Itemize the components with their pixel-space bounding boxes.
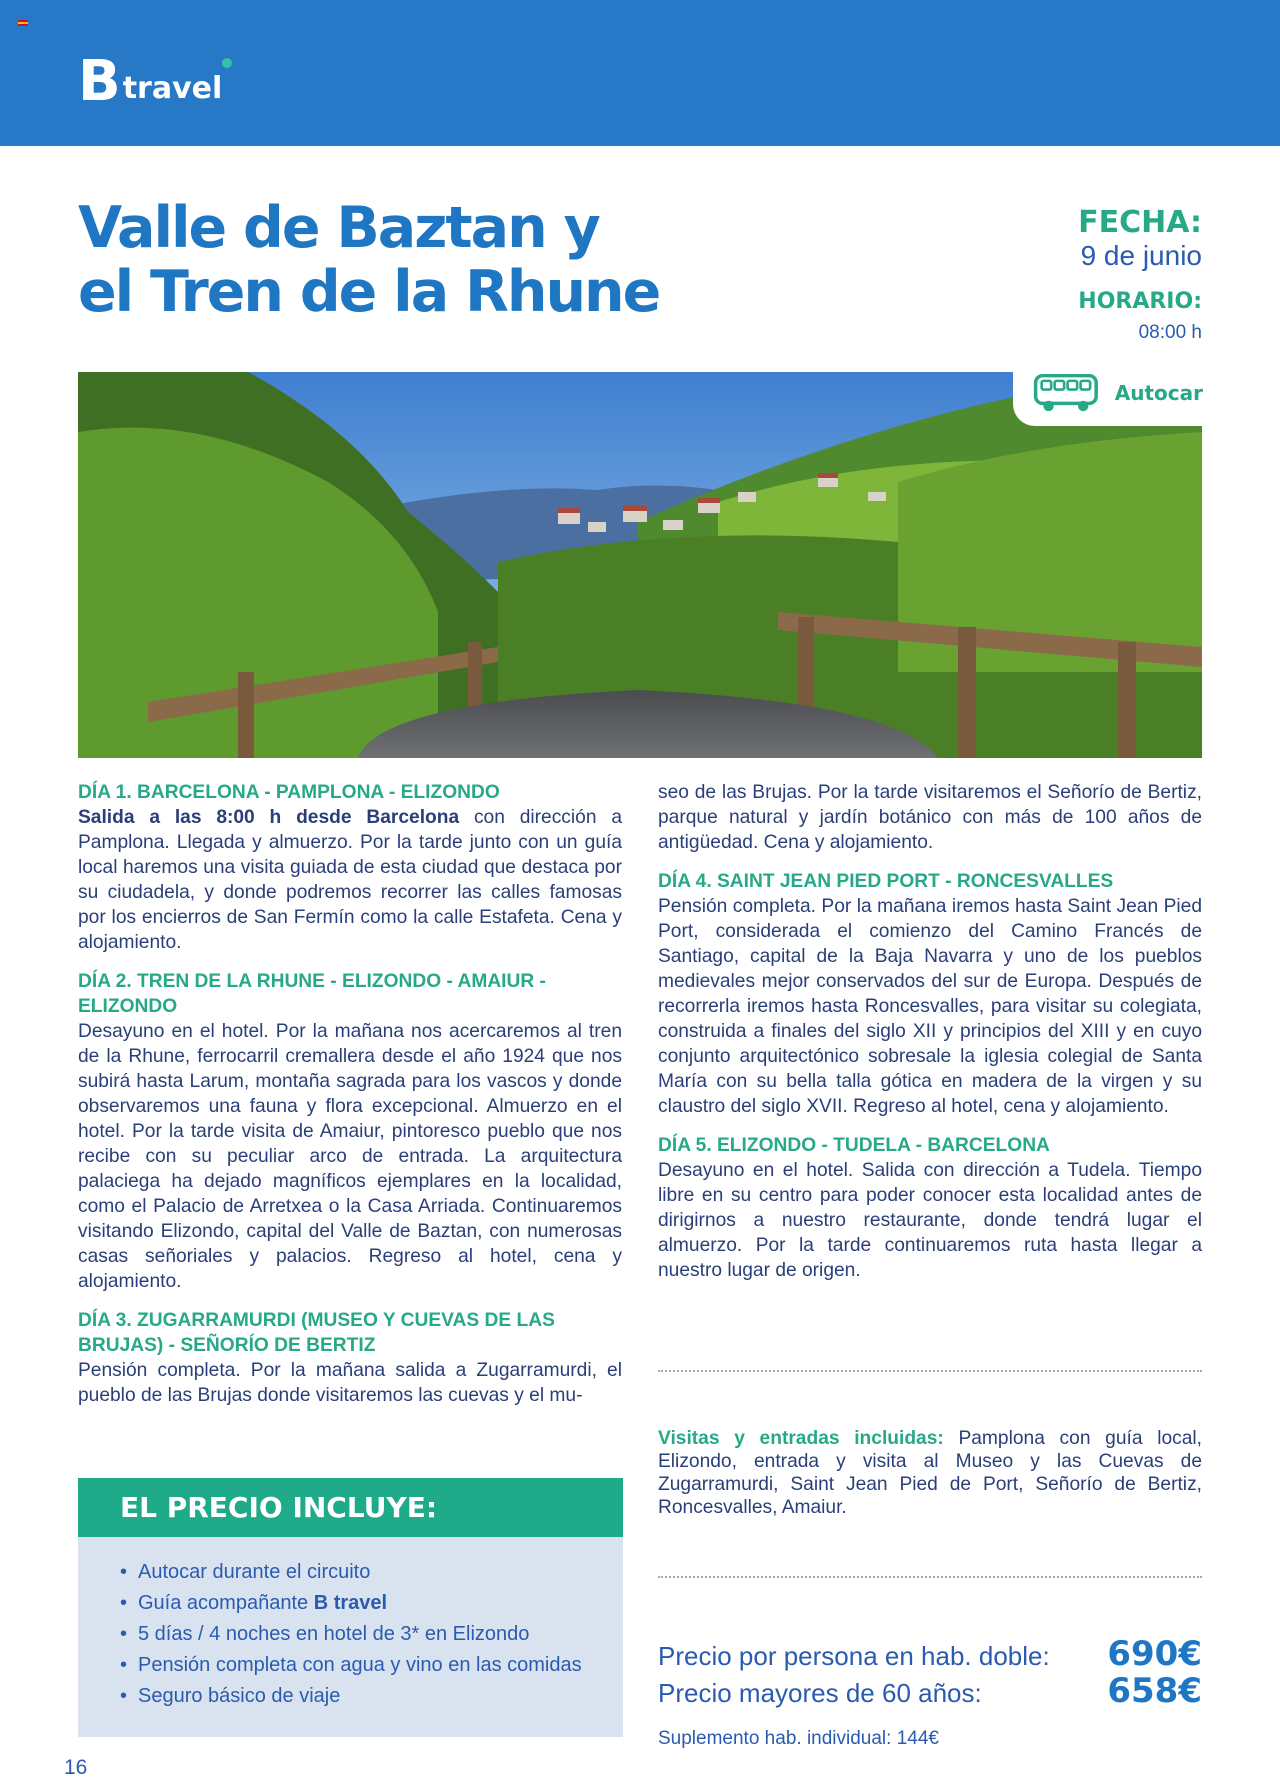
visitas-label: Visitas y entradas incluidas: <box>658 1428 944 1449</box>
day2-text: Desayuno en el hotel. Por la mañana nos acercaremos al tren de la Rhune, ferrocarril cremallera desde el año 1924 que nos subirá hasta Larum, montaña sagrada para los vascos y donde observaremos una fauna y flora excepcional. Almuerzo en el hotel. Por la tarde visita de Amaiur, pintoresco pueblo que nos recibe con su peculiar arco de entrada. La arquitectura palaciega ha dejado magníficos ejemplares en la localidad, como el Palacio de Arretxea o la Casa Arriada. Continuaremos visitando Elizondo, capital del Valle de Baztan, con numerosas casas señoriales y palacios. Regreso al hotel, cena y alojamiento. <box>78 1021 622 1292</box>
landscape-illustration <box>78 372 1202 758</box>
price-double-label: Precio por persona en hab. doble: <box>658 1641 1050 1671</box>
btravel-logo[interactable] <box>78 49 223 114</box>
day3-title: DÍA 3. ZUGARRAMURDI (MUSEO Y CUEVAS DE LAS BRUJAS) - SEÑORÍO DE BERTIZ <box>78 1310 555 1356</box>
day3-text-part1: Pensión completa. Por la mañana salida a Zugarramurdi, el pueblo de las Brujas donde visitaremos las cuevas y el mu- <box>78 1360 622 1406</box>
page-title <box>78 196 718 324</box>
incluye-item-text: Guía acompañante <box>138 1592 314 1614</box>
precio-incluye-title: EL PRECIO INCLUYE: <box>78 1478 623 1537</box>
horario-label: HORARIO: <box>1078 289 1202 314</box>
title-line-1: Valle de Baztan y <box>78 195 599 261</box>
day5-text: Desayuno en el hotel. Salida con dirección a Tudela. Tiempo libre en su centro para poder conocer esta localidad antes de dirigirnos a nuestro restaurante, donde tendrá lugar el almuerzo. Por la tarde continuaremos ruta hasta llegar a nuestro lugar de origen. <box>658 1160 1202 1281</box>
title-line-2: el Tren de la Rhune <box>78 259 660 325</box>
visitas-incluidas <box>658 1427 1202 1519</box>
day1-body: con dirección a Pamplona. Llegada y almuerzo. Por la tarde junto con un guía local haremos una visita guiada de esta ciudad que destaca por su ciudadela, y donde podremos recorrer las calles famosas por los encierros de San Fermín como la calle Estafeta. Cena y alojamiento. <box>78 807 622 953</box>
horario-value: 08:00 h <box>1138 322 1202 343</box>
bus-icon <box>1033 370 1099 416</box>
divider-top <box>658 1370 1202 1372</box>
day2-title: DÍA 2. TREN DE LA RHUNE - ELIZONDO - AMAIUR - ELIZONDO <box>78 971 546 1017</box>
incluye-item: • Seguro básico de viaje <box>120 1681 623 1712</box>
schedule-block <box>1078 206 1202 346</box>
divider-bottom <box>658 1576 1202 1578</box>
fecha-label: FECHA: <box>1078 205 1202 240</box>
logo-word: travel <box>122 71 223 106</box>
fecha-value: 9 de junio <box>1080 240 1202 271</box>
itinerary-left-column <box>78 780 622 1422</box>
price-double-value: 690€ <box>1107 1634 1202 1674</box>
itinerary-right-column <box>658 780 1202 1297</box>
day4-text: Pensión completa. Por la mañana iremos hasta Saint Jean Pied Port, considerada el comienzo del Camino Francés de Santiago, capital de la Baja Navarra y uno de los pueblos medievales mejor conservados del sur de Europa. Después de recorrerla iremos hasta Roncesvalles, para visitar su colegiata, construida a finales del siglo XII y principios del XIII y en cuyo conjunto arquitectónico sobresale la iglesia colegial de Santa María con su bella talla gótica en madera de la virgen y su claustro del siglo XVII. Regreso al hotel, cena y alojamiento. <box>658 896 1202 1117</box>
day5-title: DÍA 5. ELIZONDO - TUDELA - BARCELONA <box>658 1135 1050 1156</box>
precio-incluye-list-container <box>78 1537 623 1737</box>
precio-incluye-box <box>78 1478 623 1737</box>
price-row-senior <box>658 1673 1202 1710</box>
day1-title: DÍA 1. BARCELONA - PAMPLONA - ELIZONDO <box>78 782 500 803</box>
incluye-item <box>120 1588 623 1619</box>
day1-lead: Salida a las 8:00 h desde Barcelona <box>78 807 460 828</box>
day3-text-part2: seo de las Brujas. Por la tarde visitaremos el Señorío de Bertiz, parque natural y jardín botánico con más de 100 años de antigüedad. Cena y alojamiento. <box>658 782 1202 853</box>
day1-text <box>78 805 622 955</box>
incluye-item-brand: B travel <box>313 1592 388 1614</box>
price-row-double <box>658 1636 1202 1673</box>
logo-dot-icon <box>222 58 232 68</box>
day4-title: DÍA 4. SAINT JEAN PIED PORT - RONCESVALLES <box>658 871 1114 892</box>
price-senior-label: Precio mayores de 60 años: <box>658 1678 982 1708</box>
transport-label: Autocar <box>1114 381 1203 405</box>
logo-letter: B <box>78 49 121 114</box>
language-flag-icon[interactable] <box>18 20 28 26</box>
header-bar <box>0 0 1280 146</box>
price-block <box>658 1636 1202 1750</box>
incluye-item: • 5 días / 4 noches en hotel de 3* en Elizondo <box>120 1619 623 1650</box>
price-senior-value: 658€ <box>1107 1671 1202 1711</box>
visitas-text: Pamplona con guía local, Elizondo, entrada y visita al Museo y las Cuevas de Zugarramurdi, Saint Jean Pied de Port, Señorío de Bertiz, Roncesvalles, Amaiur. <box>658 1428 1202 1518</box>
supplement-note: Suplemento hab. individual: 144€ <box>658 1728 939 1749</box>
incluye-item: • Autocar durante el circuito <box>120 1557 623 1588</box>
transport-badge <box>1013 360 1203 426</box>
landscape-photo <box>78 372 1202 758</box>
incluye-item: • Pensión completa con agua y vino en las comidas <box>120 1650 623 1681</box>
precio-incluye-list <box>78 1557 623 1712</box>
page-number: 16 <box>64 1756 88 1779</box>
